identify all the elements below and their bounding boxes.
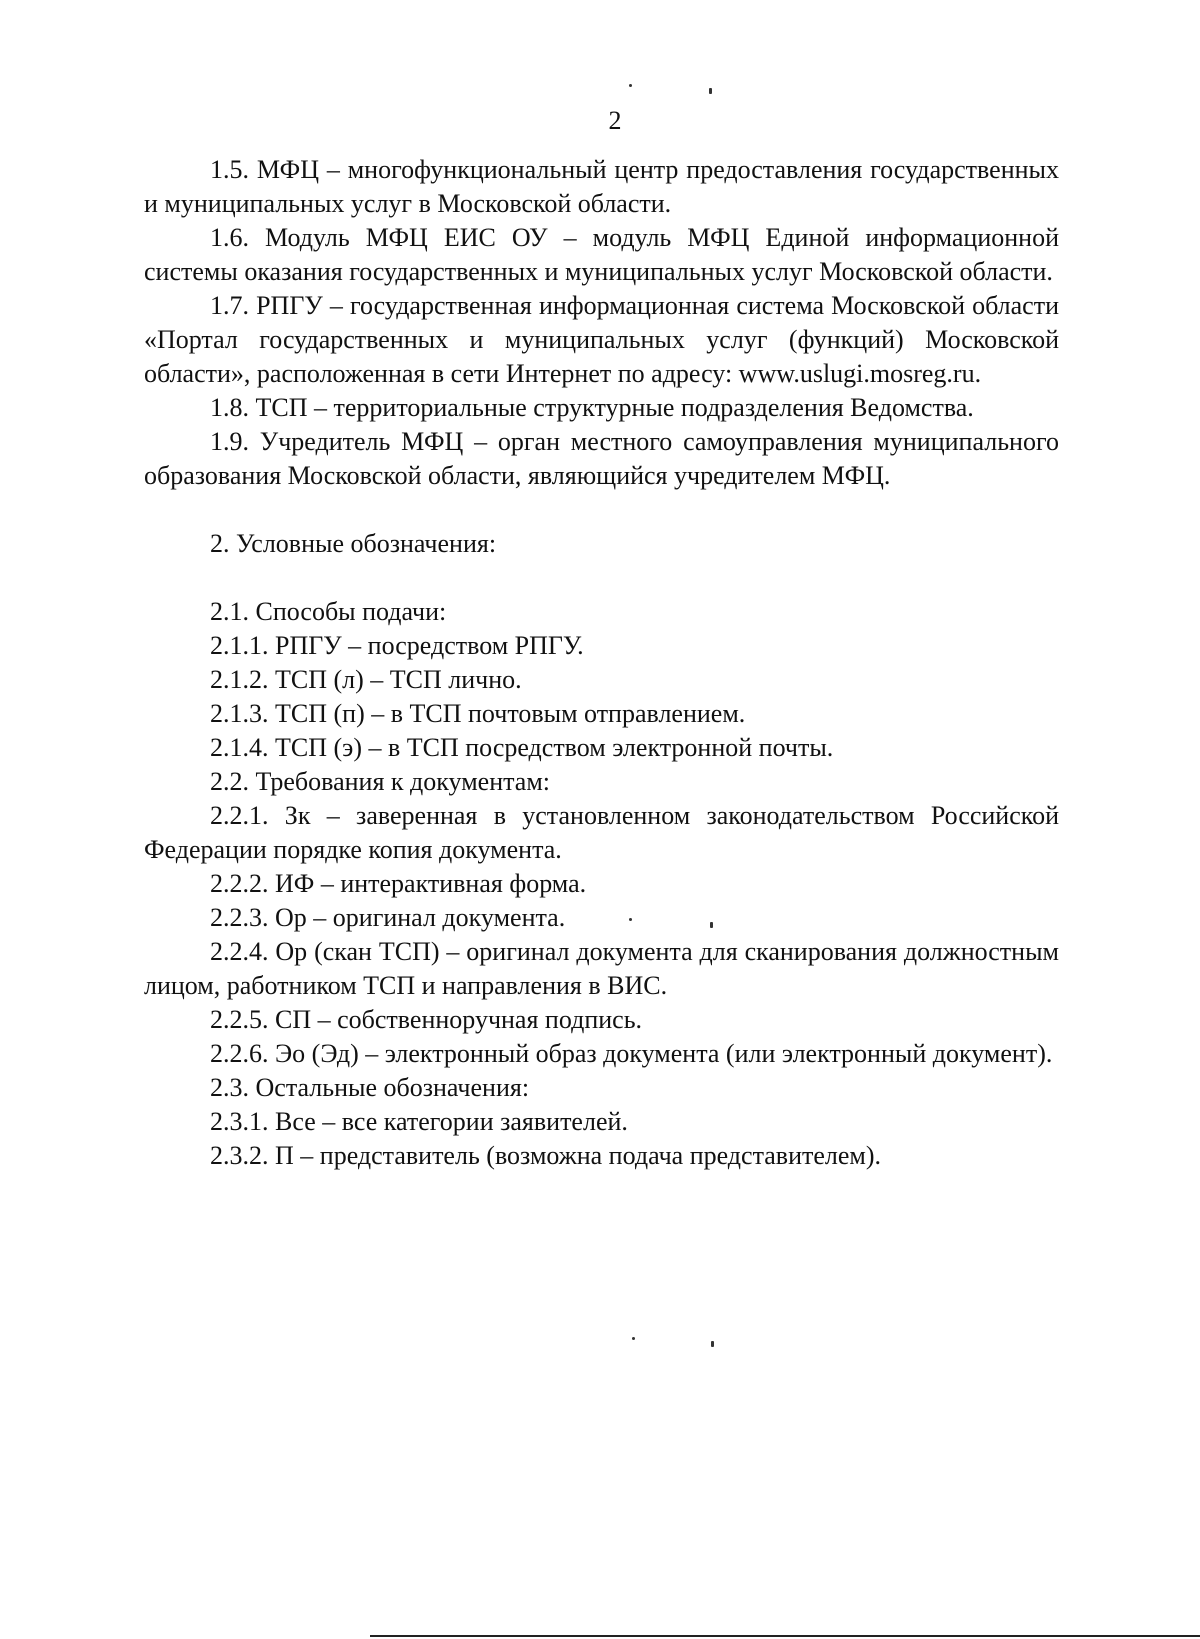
paragraph-2-2-3: 2.2.3. Ор – оригинал документа. xyxy=(210,903,566,932)
page-number: 2 xyxy=(608,106,622,135)
paragraph-2-3-1: 2.3.1. Все – все категории заявителей. xyxy=(210,1107,628,1136)
paragraph-2-1-1: 2.1.1. РПГУ – посредством РПГУ. xyxy=(210,631,584,660)
paragraph-2-1: 2.1. Способы подачи: xyxy=(210,597,447,626)
scan-edge-line xyxy=(370,1635,1200,1637)
scan-speck xyxy=(629,84,632,87)
paragraph-1-7: 1.7. РПГУ – государственная информационная система Московской области «Портал государственных и муниципальных услуг (функций) Московской области», расположенная в сети Интернет по адресу: www.uslugi.mosreg.ru. xyxy=(144,291,1059,388)
paragraph-1-8: 1.8. ТСП – территориальные структурные подразделения Ведомства. xyxy=(210,393,974,422)
spacer xyxy=(144,561,1059,595)
paragraph-2-1-3: 2.1.3. ТСП (п) – в ТСП почтовым отправлением. xyxy=(210,699,746,728)
paragraph-1-5: 1.5. МФЦ – многофункциональный центр предоставления государственных и муниципальных услуг в Московской области. xyxy=(144,155,1059,218)
document-body xyxy=(144,153,1059,1173)
scan-speck xyxy=(710,922,713,928)
paragraph-2-1-2: 2.1.2. ТСП (л) – ТСП лично. xyxy=(210,665,522,694)
paragraph-2-3: 2.3. Остальные обозначения: xyxy=(210,1073,530,1102)
section-heading-2: 2. Условные обозначения: xyxy=(210,529,497,558)
paragraph-2-2: 2.2. Требования к документам: xyxy=(210,767,551,796)
paragraph-2-1-4: 2.1.4. ТСП (э) – в ТСП посредством электронной почты. xyxy=(210,733,834,762)
paragraph-2-2-5: 2.2.5. СП – собственноручная подпись. xyxy=(210,1005,643,1034)
paragraph-2-2-4: 2.2.4. Ор (скан ТСП) – оригинал документа для сканирования должностным лицом, работником ТСП и направления в ВИС. xyxy=(144,937,1059,1000)
spacer xyxy=(144,493,1059,527)
scan-speck xyxy=(629,918,632,921)
paragraph-2-2-1: 2.2.1. Зк – заверенная в установленном законодательством Российской Федерации порядке копия документа. xyxy=(144,801,1059,864)
paragraph-2-3-2: 2.3.2. П – представитель (возможна подача представителем). xyxy=(210,1141,882,1170)
scan-speck xyxy=(632,1337,635,1340)
paragraph-1-6: 1.6. Модуль МФЦ ЕИС ОУ – модуль МФЦ Единой информационной системы оказания государственных и муниципальных услуг Московской области. xyxy=(144,223,1059,286)
scan-speck xyxy=(709,88,712,94)
scan-speck xyxy=(711,1341,714,1347)
paragraph-1-9: 1.9. Учредитель МФЦ – орган местного самоуправления муниципального образования Московской области, являющийся учредителем МФЦ. xyxy=(144,427,1059,490)
paragraph-2-2-6: 2.2.6. Эо (Эд) – электронный образ документа (или электронный документ). xyxy=(210,1039,1053,1068)
paragraph-2-2-2: 2.2.2. ИФ – интерактивная форма. xyxy=(210,869,587,898)
